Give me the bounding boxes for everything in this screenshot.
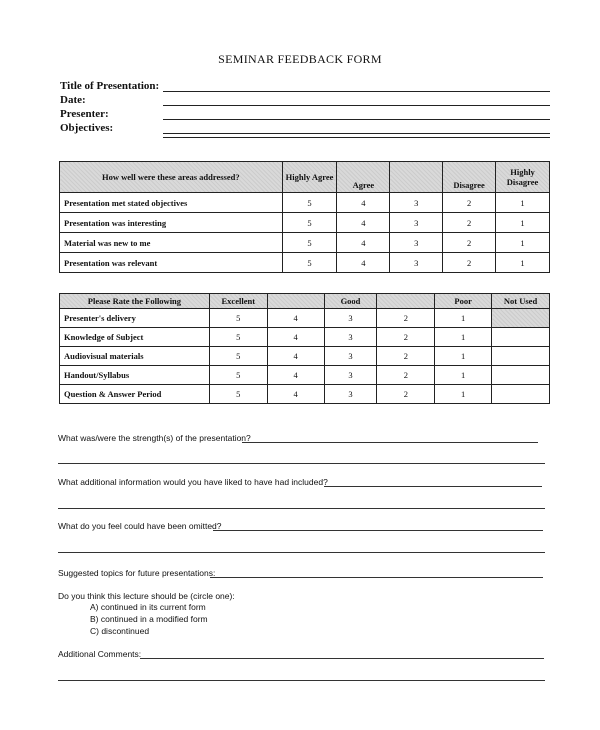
table-header-row xyxy=(60,294,550,309)
rating-cell[interactable]: 1 xyxy=(435,385,492,404)
column-header: Poor xyxy=(435,294,492,309)
rating-cell[interactable]: 1 xyxy=(435,309,492,328)
rating-cell[interactable]: 3 xyxy=(324,328,377,347)
rating-cell[interactable]: 4 xyxy=(337,213,390,233)
answer-line[interactable] xyxy=(140,658,544,659)
rating-cell[interactable]: 2 xyxy=(443,193,496,213)
rating-cell[interactable]: 3 xyxy=(324,347,377,366)
column-header: Disagree xyxy=(443,162,496,193)
question-additional-info: What additional information would you have liked to have had included? xyxy=(58,477,328,487)
row-label: Handout/Syllabus xyxy=(60,366,210,385)
table-row xyxy=(60,385,550,404)
rating-cell[interactable]: 1 xyxy=(496,193,550,213)
rating-cell[interactable]: 2 xyxy=(377,328,435,347)
column-header xyxy=(267,294,324,309)
rating-cell[interactable]: 4 xyxy=(267,366,324,385)
table-row xyxy=(60,193,550,213)
rating-cell[interactable]: 5 xyxy=(282,253,337,273)
answer-line[interactable] xyxy=(213,530,543,531)
rating-cell[interactable]: 4 xyxy=(267,328,324,347)
not-used-cell[interactable] xyxy=(492,385,550,404)
option-continued-modified[interactable]: B) continued in a modified form xyxy=(90,614,208,624)
rating-cell[interactable]: 4 xyxy=(267,385,324,404)
answer-line[interactable] xyxy=(242,442,538,443)
field-line xyxy=(163,91,550,92)
not-used-cell[interactable] xyxy=(492,366,550,385)
rating-cell[interactable]: 5 xyxy=(209,366,267,385)
objectives-extra-line[interactable] xyxy=(163,137,550,138)
column-header: Not Used xyxy=(492,294,550,309)
rating-cell[interactable]: 3 xyxy=(324,366,377,385)
row-label: Presenter's delivery xyxy=(60,309,210,328)
row-label: Presentation was interesting xyxy=(60,213,283,233)
field-objectives[interactable] xyxy=(60,122,550,136)
row-label: Presentation met stated objectives xyxy=(60,193,283,213)
table-header-row xyxy=(60,162,550,193)
option-continued-current[interactable]: A) continued in its current form xyxy=(90,602,206,612)
table-question-header: Please Rate the Following xyxy=(60,294,210,309)
row-label: Knowledge of Subject xyxy=(60,328,210,347)
table-row xyxy=(60,366,550,385)
answer-line[interactable] xyxy=(210,577,543,578)
field-date[interactable] xyxy=(60,94,550,108)
rating-cell[interactable]: 2 xyxy=(443,253,496,273)
rating-cell[interactable]: 2 xyxy=(377,385,435,404)
rating-cell[interactable]: 3 xyxy=(390,193,443,213)
question-strengths: What was/were the strength(s) of the presentation? xyxy=(58,433,251,443)
agreement-table xyxy=(59,161,550,273)
rating-cell[interactable]: 3 xyxy=(324,385,377,404)
table-row xyxy=(60,328,550,347)
rating-cell[interactable]: 2 xyxy=(377,309,435,328)
column-header xyxy=(377,294,435,309)
table-row xyxy=(60,233,550,253)
field-line xyxy=(163,105,550,106)
rating-cell[interactable]: 5 xyxy=(209,328,267,347)
question-lecture: Do you think this lecture should be (circle one): xyxy=(58,591,235,601)
column-header: Highly Agree xyxy=(282,162,337,193)
table-row xyxy=(60,253,550,273)
rating-cell[interactable]: 5 xyxy=(209,309,267,328)
field-line xyxy=(163,119,550,120)
rating-cell[interactable]: 5 xyxy=(282,213,337,233)
rating-cell[interactable]: 1 xyxy=(496,233,550,253)
rating-cell[interactable]: 5 xyxy=(282,233,337,253)
answer-line[interactable] xyxy=(58,508,545,509)
option-discontinued[interactable]: C) discontinued xyxy=(90,626,150,636)
field-label: Objectives: xyxy=(60,122,114,134)
table-row xyxy=(60,347,550,366)
rating-cell[interactable]: 5 xyxy=(209,385,267,404)
column-header: Highly Disagree xyxy=(496,162,550,193)
rating-cell[interactable]: 3 xyxy=(390,213,443,233)
row-label: Audiovisual materials xyxy=(60,347,210,366)
rating-cell[interactable]: 4 xyxy=(267,309,324,328)
not-used-cell[interactable] xyxy=(492,328,550,347)
table-row xyxy=(60,213,550,233)
rating-cell[interactable]: 1 xyxy=(435,328,492,347)
rating-table xyxy=(59,293,550,404)
rating-cell[interactable]: 4 xyxy=(337,253,390,273)
rating-cell[interactable]: 1 xyxy=(435,347,492,366)
column-header: Excellent xyxy=(209,294,267,309)
rating-cell[interactable]: 3 xyxy=(390,233,443,253)
column-header: Good xyxy=(324,294,377,309)
answer-line[interactable] xyxy=(58,463,545,464)
column-header: Agree xyxy=(337,162,390,193)
not-used-cell[interactable] xyxy=(492,309,550,328)
field-label: Date: xyxy=(60,94,86,106)
answer-line[interactable] xyxy=(324,486,542,487)
rating-cell[interactable]: 4 xyxy=(267,347,324,366)
rating-cell[interactable]: 5 xyxy=(282,193,337,213)
row-label: Question & Answer Period xyxy=(60,385,210,404)
table-row xyxy=(60,309,550,328)
rating-cell[interactable]: 1 xyxy=(496,213,550,233)
field-label: Presenter: xyxy=(60,108,109,120)
rating-cell[interactable]: 2 xyxy=(443,213,496,233)
rating-cell[interactable]: 2 xyxy=(377,347,435,366)
field-title-of-presentation[interactable] xyxy=(60,80,550,94)
rating-cell[interactable]: 4 xyxy=(337,233,390,253)
form-title: SEMINAR FEEDBACK FORM xyxy=(218,52,382,66)
question-additional-comments: Additional Comments: xyxy=(58,649,142,659)
rating-cell[interactable]: 5 xyxy=(209,347,267,366)
rating-cell[interactable]: 2 xyxy=(377,366,435,385)
answer-line[interactable] xyxy=(58,552,545,553)
rating-cell[interactable]: 4 xyxy=(337,193,390,213)
rating-cell[interactable]: 1 xyxy=(496,253,550,273)
row-label: Material was new to me xyxy=(60,233,283,253)
rating-cell[interactable]: 1 xyxy=(435,366,492,385)
field-presenter[interactable] xyxy=(60,108,550,122)
question-future-topics: Suggested topics for future presentations: xyxy=(58,568,216,578)
table-question-header: How well were these areas addressed? xyxy=(60,162,283,193)
row-label: Presentation was relevant xyxy=(60,253,283,273)
not-used-cell[interactable] xyxy=(492,347,550,366)
question-omitted: What do you feel could have been omitted? xyxy=(58,521,222,531)
rating-cell[interactable]: 2 xyxy=(443,233,496,253)
rating-cell[interactable]: 3 xyxy=(390,253,443,273)
field-line xyxy=(163,133,550,134)
rating-cell[interactable]: 3 xyxy=(324,309,377,328)
column-header xyxy=(390,162,443,193)
answer-line[interactable] xyxy=(58,680,545,681)
field-label: Title of Presentation: xyxy=(60,80,160,92)
